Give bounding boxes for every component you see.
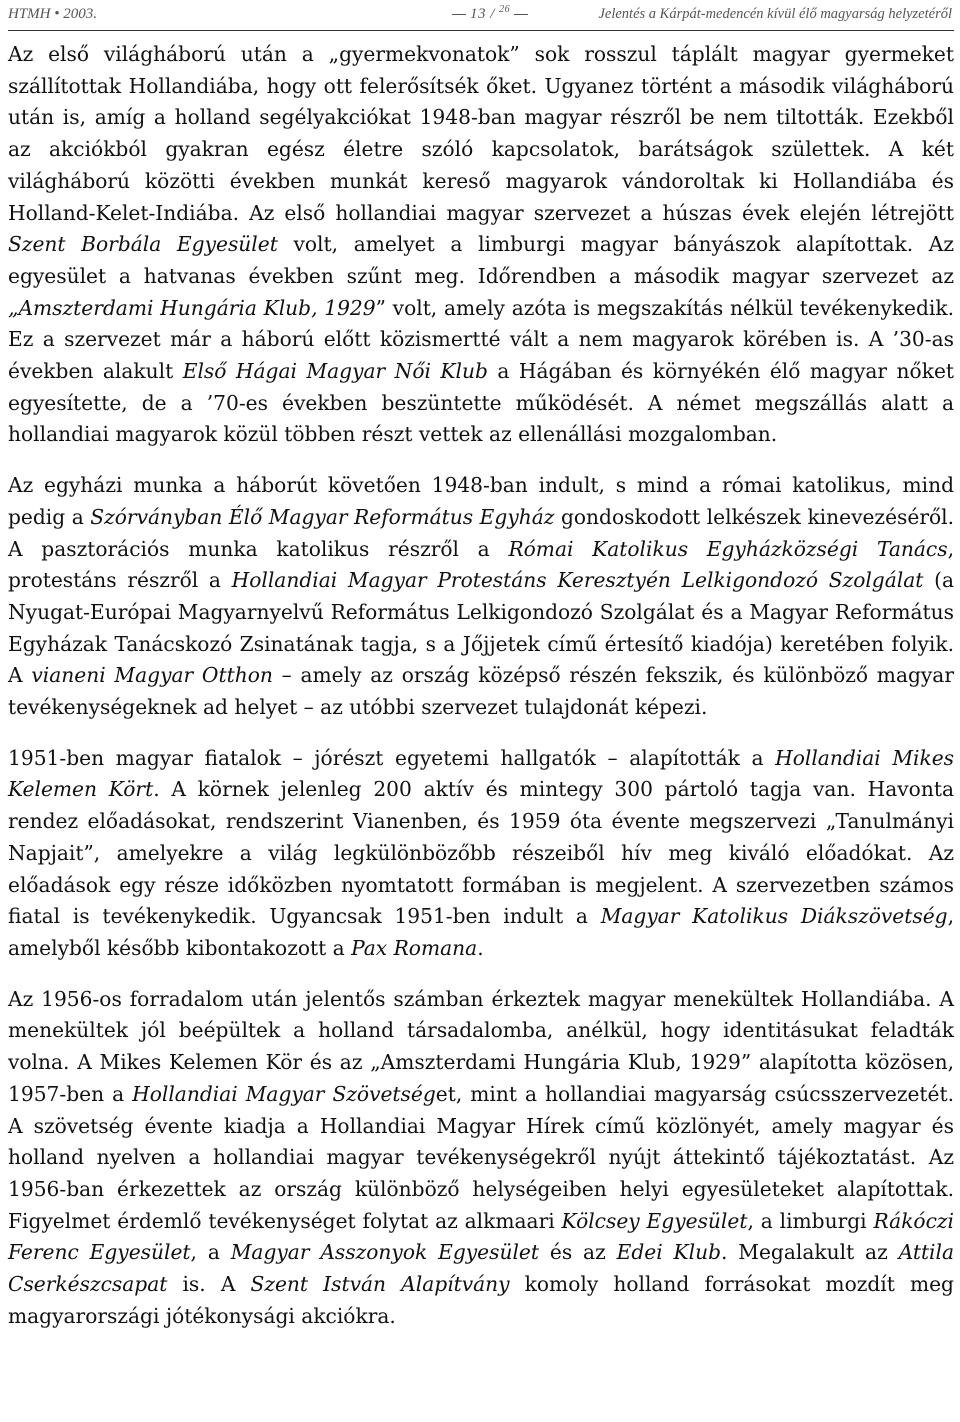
page-current: 13 — [470, 6, 486, 22]
text-run: ” volt, amely azóta is megszakítás nélkül tevékenykedik. Ez a szervezet már a háború előtt közismertté vált a nem magyarok körében is. A ’30-as években alakult — [8, 295, 954, 384]
text-run: et, mint a hollandiai magyarság csúcsszervezetét. A szövetség évente kiadja a Hollandiai Magyar Hírek című közlönyét, amely magyar és holland nyelven a hollandiai magyar tevékenységekről nyújt áttekintő tájékoztatást. Az 1956-ban érkezettek az ország különböző helységeiben helyi egyesületeket alapítottak. Figyelmet érdemlő tevékenységet folytat az alkmaari — [8, 1081, 954, 1233]
text-run: is. A — [167, 1272, 251, 1297]
italic-text-run: Rákóczi Ferenc Egyesület — [8, 1208, 954, 1265]
text-run: (a Nyugat-Európai Magyarnyelvű Református Lelkigondozó Szolgálat és a Magyar Református Egyházak Tanácskozó Zsinatának tagja, s a Jőjjetek című értesítő kiadója) keretében folyik. A — [8, 568, 954, 688]
text-run: . — [477, 935, 484, 960]
italic-text-run: Edei Klub — [616, 1240, 722, 1265]
text-run: volt, amelyet a limburgi magyar bányászok alapítottak. Az egyesület a hatvanas években szűnt meg. Időrendben a második magyar szervezet az — [8, 232, 954, 288]
text-run: Az egyházi munka a háborút követően 1948-ban indult, s mind a római katolikus, mind pedig a — [8, 473, 954, 529]
page-number-dash-right — [514, 14, 528, 15]
italic-text-run: Szent István Alapítvány — [250, 1272, 510, 1297]
italic-text-run: Hollandiai Magyar Protestáns Keresztyén Lelkigondozó Szolgálat — [231, 568, 924, 593]
text-run: . A körnek jelenleg 200 aktív és mintegy 300 pártoló tagja van. Havonta rendez előadásokat, rendszerint Vianenben, és 1959 óta évente megszervezi „Tanulmányi Napjait”, amelyekre a világ legkülönbözőbb részeiből hív meg kiváló előadókat. Az előadások egy része időközben nyomtatott formában is megjelent. A szervezetben számos fiatal is tevékenykedik. Ugyancsak 1951-ben indult a — [8, 777, 954, 929]
italic-text-run: Első Hágai Magyar Női Klub — [182, 359, 488, 384]
text-run: , amelyből később kibontakozott a — [8, 904, 954, 960]
text-run: Az első világháború után a „gyermekvonatok” sok rosszul táplált magyar gyermeket szállítottak Hollandiába, hogy ott felerősítsék őket. Ugyanez történt a második világháború után is, amíg a holland segélyakciókat 1948-ban magyar részről be nem tiltották. Ezekből az akciókból gyakran egész életre szóló kapcsolatok, barátságok születtek. A két világháború közötti években munkát kereső magyarok vándoroltak ki Hollandiába és Holland-Kelet-Indiába. Az első hollandiai magyar szervezet a húszas évek elején létrejött — [8, 42, 954, 225]
text-run: gondoskodott lelkészek kinevezéséről. A pasztorációs munka katolikus részről a — [8, 504, 954, 561]
page-number-dash-left — [452, 14, 466, 15]
italic-text-run: vianeni Magyar Otthon — [31, 663, 273, 688]
text-run: , a limburgi — [747, 1208, 874, 1233]
page-header — [8, 0, 954, 31]
paragraph-1 — [8, 39, 954, 451]
text-run: és az — [539, 1240, 617, 1265]
text-run: komoly holland forrásokat mozdít meg magyarországi jótékonysági akciókra. — [8, 1272, 954, 1328]
paragraph-3 — [8, 743, 954, 965]
italic-text-run: Szórványban Élő Magyar Református Egyház — [90, 504, 555, 529]
text-run: a Hágában és környékén élő magyar nőket egyesítette, de a ’70-es években beszüntette működését. A német megszállás alatt a hollandiai magyarok közül többen részt vettek az ellenállási mozgalomban. — [8, 359, 954, 447]
italic-text-run: „Amszterdami Hungária Klub, 1929 — [8, 295, 376, 320]
report-title: Jelentés a Kárpát-medencén kívül élő magyarság helyzetéről — [598, 6, 952, 22]
italic-text-run: Magyar Katolikus Diákszövetség — [600, 904, 948, 929]
page-total: 26 — [499, 4, 511, 15]
text-run: – amely az ország középső részén fekszik, és különböző magyar tevékenységeknek ad helyet – az utóbbi szervezet tulajdonát képezi. — [8, 663, 954, 720]
journal-title: HTMH • 2003. — [8, 6, 98, 22]
body-text — [8, 39, 954, 1332]
text-run: . Megalakult az — [721, 1240, 899, 1265]
text-run: , protestáns részről a — [8, 536, 955, 593]
italic-text-run: Római Katolikus Egyházközségi Tanács — [508, 536, 948, 561]
italic-text-run: Kölcsey Egyesület — [561, 1208, 748, 1233]
italic-text-run: Hollandiai Mikes Kelemen Kört — [8, 745, 954, 802]
text-run: 1951-ben magyar fiatalok – jórészt egyetemi hallgatók – alapították a — [8, 745, 776, 770]
italic-text-run: Szent Borbála Egyesület — [8, 232, 278, 257]
page-number: 13 / $^{26}$ — [448, 4, 532, 23]
paragraph-4 — [8, 984, 954, 1333]
italic-text-run: Pax Romana — [351, 935, 478, 960]
text-run: Az 1956-os forradalom után jelentős számban érkeztek magyar menekültek Hollandiába. A menekültek jól beépültek a holland társadalomba, anélkül, hogy identitásukat feladták volna. A Mikes Kelemen Kör és az „Amszterdami Hungária Klub, 1929” alapította közösen, 1957-ben a — [8, 986, 954, 1106]
text-run: , a — [190, 1240, 231, 1265]
italic-text-run: Hollandiai Magyar Szövetség — [132, 1081, 436, 1106]
paragraph-2 — [8, 470, 954, 724]
italic-text-run: Attila Cserkészcsapat — [8, 1240, 955, 1297]
italic-text-run: Magyar Asszonyok Egyesület — [230, 1240, 539, 1265]
